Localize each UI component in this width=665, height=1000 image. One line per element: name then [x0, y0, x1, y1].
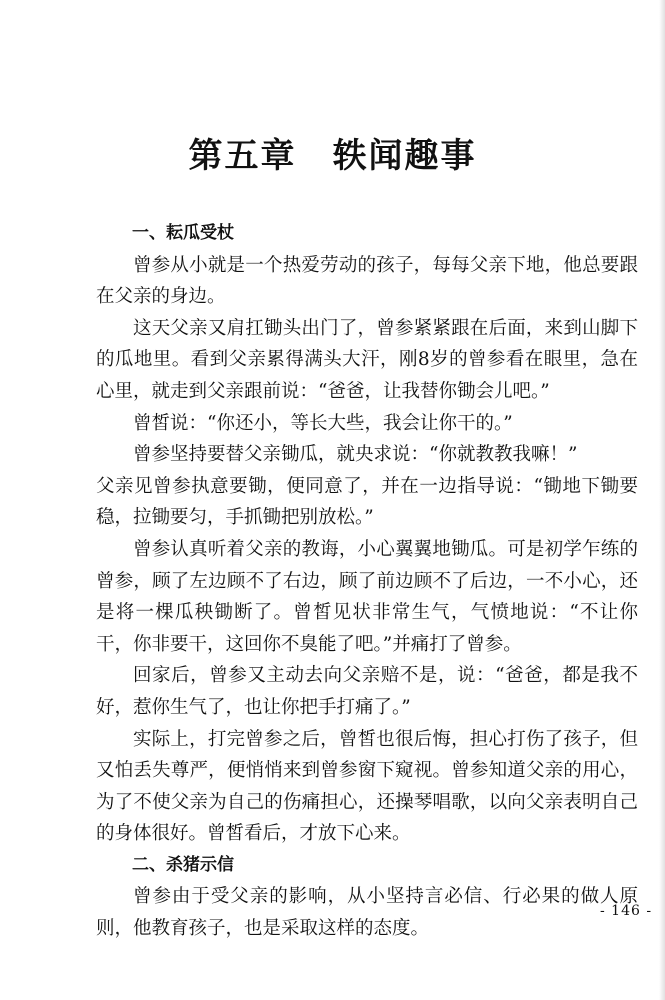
page-number: - 146 -	[600, 903, 653, 919]
body-text	[96, 218, 638, 945]
page-edge-shadow	[659, 0, 665, 1000]
paragraph: 曾皙说：“你还小，等长大些，我会让你干的。”	[133, 412, 513, 434]
paragraph: 实际上，打完曾参之后，曾皙也很后悔，担心打伤了孩子，但又怕丢失尊严，便悄悄来到曾参窗下窥视。曾参知道父亲的用心，为了不使父亲为自己的伤痛担心，还操琴唱歌，以向父亲表明自己的身体很好。曾皙看后，才放下心来。	[96, 728, 638, 845]
paragraph: 曾参从小就是一个热爱劳动的孩子，每每父亲下地，他总要跟在父亲的身边。	[96, 254, 638, 308]
paragraph: 回家后，曾参又主动去向父亲赔不是，说：“爸爸，都是我不好，惹你生气了，也让你把手打痛了。”	[96, 665, 638, 718]
paragraph: 父亲见曾参执意要锄，便同意了，并在一边指导说：“锄地下锄要稳，拉锄要匀，手抓锄把别放松。”	[96, 475, 638, 529]
paragraph: 曾参坚持要替父亲锄瓜，就央求说：“你就教教我嘛！”	[133, 444, 578, 466]
section-heading-1: 一、耘瓜受杖	[132, 223, 234, 243]
paragraph: 曾参由于受父亲的影响，从小坚持言必信、行必果的做人原则，他教育孩子，也是采取这样的态度。	[96, 886, 638, 940]
section-heading-2: 二、杀猪示信	[132, 854, 234, 875]
chapter-title: 第五章 轶闻趣事	[188, 136, 477, 176]
paragraph: 曾参认真听着父亲的教诲，小心翼翼地锄瓜。可是初学乍练的曾参，顾了左边顾不了右边，顾了前边顾不了后边，一不小心，还是将一棵瓜秧锄断了。曾皙见状非常生气，气愤地说：“不让你干，你非要干，这回你不臭能了吧。”并痛打了曾参。	[96, 538, 638, 655]
paragraph: 这天父亲又肩扛锄头出门了，曾参紧紧跟在后面，来到山脚下的瓜地里。看到父亲累得满头大汗，刚8岁的曾参看在眼里，急在心里，就走到父亲跟前说：“爸爸，让我替你锄会儿吧。”	[96, 317, 638, 402]
